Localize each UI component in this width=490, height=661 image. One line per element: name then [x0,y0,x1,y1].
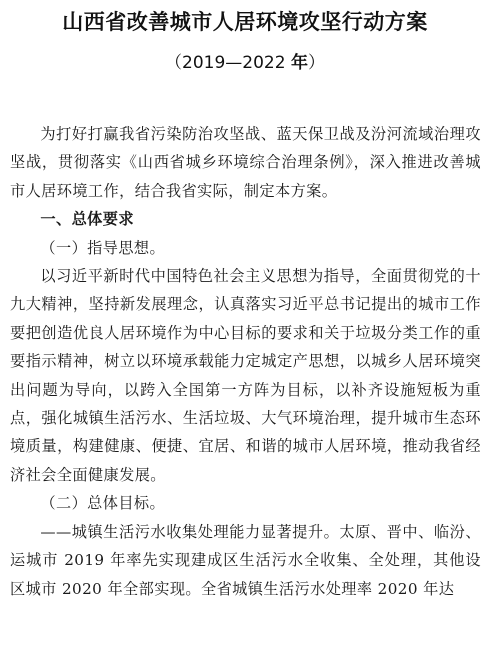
subtitle-year-range: （2019—2022 [165,53,291,73]
document-subtitle [0,48,490,73]
document-title: 山西省改善城市人居环境攻坚行动方案 [62,9,428,34]
subsection-heading-overall-goals: （二）总体目标。 [40,494,166,513]
intro-paragraph: 为打好打赢我省污染防治攻坚战、蓝天保卫战及汾河流域治理攻坚战，贯彻落实《山西省城乡环境综合治理条例》，深入推进改善城市人居环境工作，结合我省实际，制定本方案。 [10,125,481,200]
subsection-heading-guiding-ideology: （一）指导思想。 [40,238,166,257]
subtitle-close: ） [307,53,325,73]
document-body [10,120,481,603]
guiding-ideology-paragraph: 以习近平新时代中国特色社会主义思想为指导，全面贯彻党的十九大精神，坚持新发展理念，认真落实习近平总书记提出的城市工作要把创造优良人居环境作为中心目标的要求和关于垃圾分类工作的重要指示精神，树立以环境承载能力定城定产思想，以城乡人居环境突出问题为导向，以跨入全国第一方阵为目标，以补齐设施短板为重点，强化城镇生活污水、生活垃圾、大气环境治理，提升城市生态环境质量，构建健康、便捷、宜居、和谐的城市人居环境，推动我省经济社会全面健康发展。 [10,267,481,484]
goal-sewage-paragraph: ——城镇生活污水收集处理能力显著提升。太原、晋中、临汾、运城市 2019 年率先实现建成区生活污水全收集、全处理，其他设区城市 2020 年全部实现。全省城镇生活污水处理率 2020 年达 [10,522,481,598]
subtitle-year-char: 年 [290,53,308,73]
section-heading-overall-requirements: 一、总体要求 [40,210,134,229]
